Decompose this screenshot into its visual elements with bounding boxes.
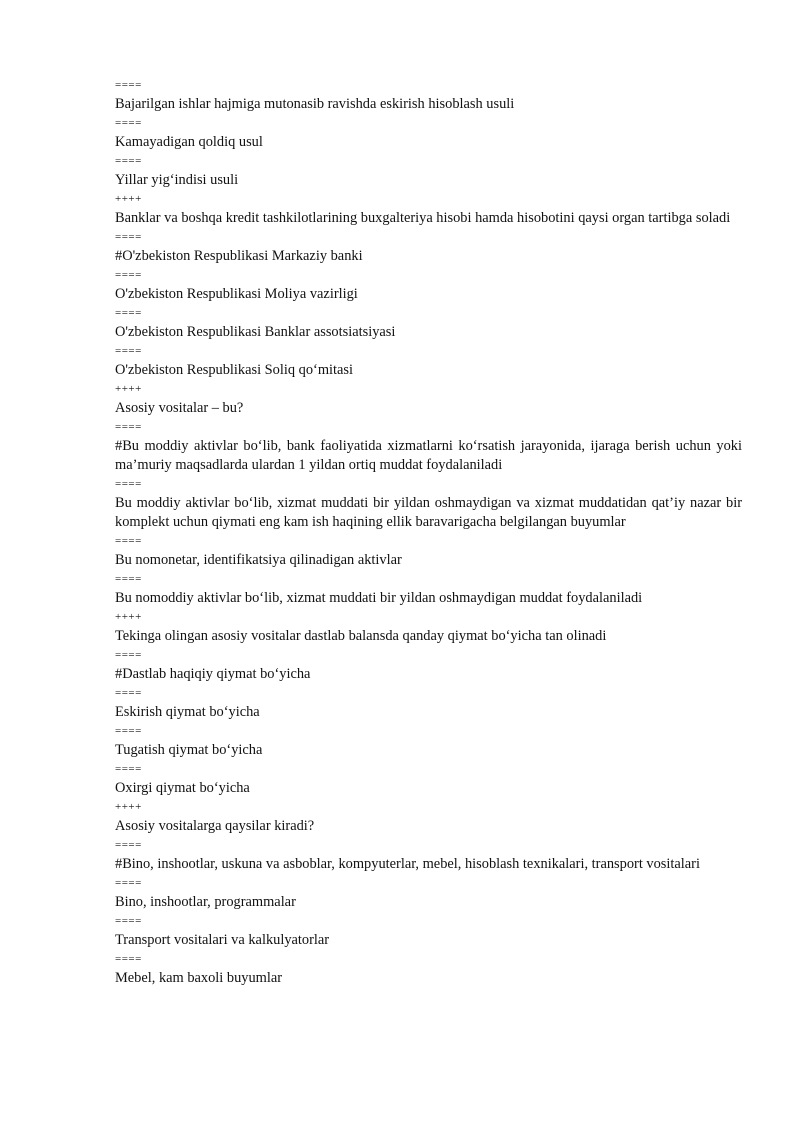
separator-line: ====	[115, 269, 142, 281]
separator-line: ====	[115, 953, 142, 965]
text-line: Mebel, kam baxoli buyumlar	[115, 970, 283, 986]
text-line: Bajarilgan ishlar hajmiga mutonasib ravishda eskirish hisoblash usuli	[115, 96, 515, 112]
text-line: O'zbekiston Respublikasi Banklar assotsiatsiyasi	[115, 324, 396, 340]
text-line: #Bu moddiy aktivlar bo‘lib, bank faoliyatida xizmatlarni ko‘rsatish jarayonida, ijaraga berish uchun yoki ma’muriy maqsadlarda ulardan 1 yildan ortiq muddat foydalaniladi	[115, 438, 742, 473]
text-line: Bino, inshootlar, programmalar	[115, 894, 296, 910]
separator-line: ====	[115, 307, 142, 319]
separator-line: ++++	[115, 383, 142, 395]
separator-line: ++++	[115, 193, 142, 205]
text-line: Banklar va boshqa kredit tashkilotlarining buxgalteriya hisobi hamda hisobotini qaysi organ tartibga soladi	[115, 210, 731, 226]
text-line: Asosiy vositalar – bu?	[115, 400, 244, 416]
text-line: #Bino, inshootlar, uskuna va asboblar, kompyuterlar, mebel, hisoblash texnikalari, transport vositalari	[115, 856, 700, 872]
separator-line: ====	[115, 915, 142, 927]
separator-line: ====	[115, 155, 142, 167]
separator-line: ====	[115, 687, 142, 699]
text-line: O'zbekiston Respublikasi Moliya vazirligi	[115, 286, 358, 302]
separator-line: ++++	[115, 611, 142, 623]
document-body	[115, 76, 742, 988]
separator-line: ====	[115, 478, 142, 490]
text-line: Bu nomonetar, identifikatsiya qilinadigan aktivlar	[115, 552, 402, 568]
separator-line: ====	[115, 763, 142, 775]
separator-line: ++++	[115, 801, 142, 813]
separator-line: ====	[115, 231, 142, 243]
separator-line: ====	[115, 421, 142, 433]
text-line: Tekinga olingan asosiy vositalar dastlab balansda qanday qiymat bo‘yicha tan olinadi	[115, 628, 607, 644]
text-line: #Dastlab haqiqiy qiymat bo‘yicha	[115, 666, 311, 682]
separator-line: ====	[115, 839, 142, 851]
text-line: Transport vositalari va kalkulyatorlar	[115, 932, 330, 948]
separator-line: ====	[115, 345, 142, 357]
separator-line: ====	[115, 79, 142, 91]
separator-line: ====	[115, 535, 142, 547]
text-line: Tugatish qiymat bo‘yicha	[115, 742, 263, 758]
text-line: O'zbekiston Respublikasi Soliq qo‘mitasi	[115, 362, 354, 378]
text-line: Eskirish qiymat bo‘yicha	[115, 704, 260, 720]
text-line: Asosiy vositalarga qaysilar kiradi?	[115, 818, 315, 834]
separator-line: ====	[115, 877, 142, 889]
text-line: Kamayadigan qoldiq usul	[115, 134, 263, 150]
separator-line: ====	[115, 649, 142, 661]
text-line: #O'zbekiston Respublikasi Markaziy banki	[115, 248, 363, 264]
text-line: Oxirgi qiymat bo‘yicha	[115, 780, 250, 796]
text-line: Bu moddiy aktivlar bo‘lib, xizmat muddati bir yildan oshmaydigan va xizmat muddatidan qat’iy nazar bir komplekt uchun qiymati eng kam ish haqining ellik baravarigacha belgilangan buyumlar	[115, 495, 742, 530]
text-line: Yillar yig‘indisi usuli	[115, 172, 239, 188]
separator-line: ====	[115, 117, 142, 129]
separator-line: ====	[115, 725, 142, 737]
text-line: Bu nomoddiy aktivlar bo‘lib, xizmat muddati bir yildan oshmaydigan muddat foydalaniladi	[115, 590, 643, 606]
separator-line: ====	[115, 573, 142, 585]
